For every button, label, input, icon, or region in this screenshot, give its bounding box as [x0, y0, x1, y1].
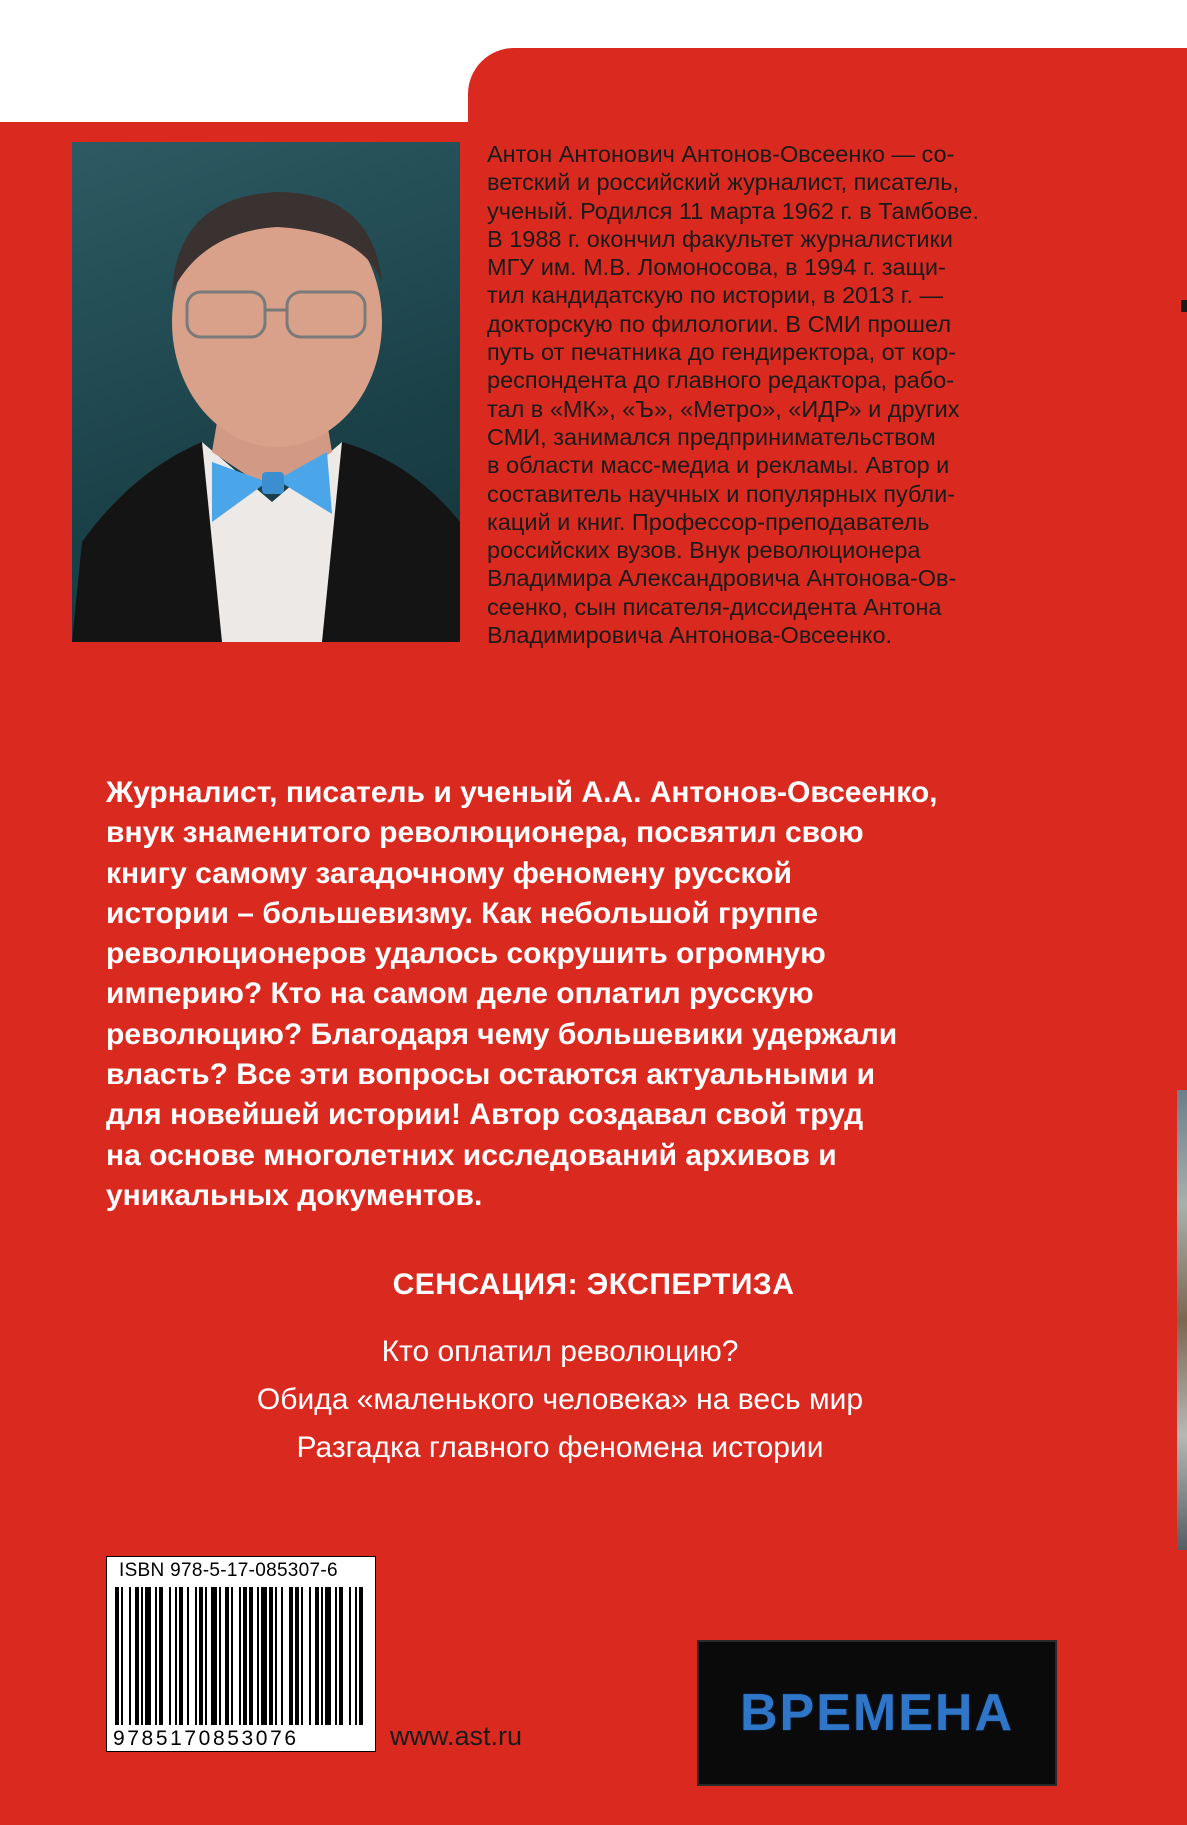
- barcode-bar: [169, 1587, 171, 1725]
- barcode-bar: [249, 1587, 253, 1725]
- barcode-bar: [359, 1587, 363, 1725]
- barcode-bar: [225, 1587, 229, 1725]
- barcode-bar: [335, 1587, 337, 1725]
- barcode-bar: [195, 1587, 197, 1725]
- series-item: Разгадка главного феномена истории: [296, 1431, 824, 1464]
- barcode-bar: [281, 1587, 283, 1725]
- book-annotation: [106, 773, 1076, 1216]
- barcode-bar: [301, 1587, 303, 1725]
- barcode-bar: [231, 1587, 233, 1725]
- front-cover-edge: [1177, 1090, 1187, 1550]
- barcode-bar: [205, 1587, 207, 1725]
- bio-line: В 1988 г. окончил факультет журналистики: [487, 225, 953, 252]
- barcode-bar: [175, 1587, 177, 1725]
- bio-line: СМИ, занимался предпринимательством: [487, 423, 936, 450]
- bio-line: составитель научных и популярных публи-: [487, 480, 956, 507]
- barcode-bar: [121, 1587, 123, 1725]
- bio-line: каций и книг. Профессор-преподаватель: [487, 508, 930, 535]
- annotation-line: власть? Все эти вопросы остаются актуальными и: [106, 1058, 876, 1092]
- barcode-bar: [155, 1587, 157, 1725]
- bio-line: тил кандидатскую по истории, в 2013 г. —: [487, 282, 944, 309]
- barcode-bar: [239, 1587, 241, 1725]
- bio-line: ветский и российский журналист, писатель,: [487, 169, 960, 196]
- bio-line: сеенко, сын писателя-диссидента Антона: [487, 593, 942, 620]
- annotation-line: истории – большевизму. Как небольшой группе: [106, 896, 819, 930]
- series-title: СЕНСАЦИЯ: ЭКСПЕРТИЗА: [392, 1268, 795, 1301]
- bio-line: Владимира Александровича Антонова-Ов-: [487, 565, 957, 592]
- annotation-line: уникальных документов.: [106, 1178, 483, 1212]
- barcode-bar: [187, 1587, 189, 1725]
- author-photo: [72, 142, 460, 642]
- spine-mark: [1181, 300, 1187, 312]
- bio-line: Владимировича Антонова-Овсеенко.: [487, 622, 893, 649]
- barcode-bar: [349, 1587, 351, 1725]
- barcode-bar: [315, 1587, 319, 1725]
- barcode-bar: [199, 1587, 203, 1725]
- barcode-bar: [211, 1587, 217, 1725]
- barcode-bar: [115, 1587, 119, 1725]
- bio-line: ученый. Родился 11 марта 1962 г. в Тамбове.: [487, 197, 979, 224]
- bio-line: респондента до главного редактора, рабо-: [487, 367, 955, 394]
- top-red-tab: [468, 48, 1187, 128]
- annotation-line: революционеров удалось сокрушить огромную: [106, 937, 826, 971]
- annotation-line: революцию? Благодаря чему большевики удержали: [106, 1017, 898, 1051]
- barcode-bar: [179, 1587, 183, 1725]
- publisher-logo-text: ВРЕМЕНА: [739, 1684, 1015, 1742]
- series-book-list: [0, 1328, 1120, 1472]
- barcode-bar: [309, 1587, 311, 1725]
- barcode-bar: [339, 1587, 343, 1725]
- bio-line: докторскую по филологии. В СМИ прошел: [487, 310, 952, 337]
- series-item: Кто оплатил революцию?: [381, 1335, 739, 1368]
- barcode-bar: [145, 1587, 151, 1725]
- bio-line: в области масс-медиа и рекламы. Автор и: [487, 452, 950, 479]
- bio-line: МГУ им. М.В. Ломоносова, в 1994 г. защи-: [487, 254, 946, 281]
- bio-line: путь от печатника до гендиректора, от кор-: [487, 339, 956, 366]
- annotation-line: Журналист, писатель и ученый А.А. Антонов-Овсеенко,: [106, 776, 938, 809]
- annotation-line: для новейшей истории! Автор создавал свой труд: [106, 1098, 864, 1132]
- barcode-bar: [355, 1587, 357, 1725]
- series-item: Обида «маленького человека» на весь мир: [256, 1383, 864, 1416]
- barcode-bar: [141, 1587, 143, 1725]
- publisher-logo: [697, 1640, 1057, 1786]
- barcode-bar: [219, 1587, 221, 1725]
- barcode-bar: [289, 1587, 293, 1725]
- isbn-barcode: [106, 1556, 376, 1752]
- isbn-text: ISBN 978-5-17-085307-6: [119, 1560, 338, 1581]
- barcode-bar: [243, 1587, 247, 1725]
- bio-line: российских вузов. Внук революционера: [487, 537, 921, 564]
- barcode-bar: [159, 1587, 163, 1725]
- annotation-line: на основе многолетних исследований архивов и: [106, 1138, 837, 1172]
- author-biography: [487, 140, 1080, 649]
- annotation-line: внук знаменитого революционера, посвятил свою: [106, 816, 864, 850]
- barcode-bar: [261, 1587, 267, 1725]
- barcode-bar: [129, 1587, 131, 1725]
- barcode-bar: [321, 1587, 323, 1725]
- barcode-bar: [257, 1587, 259, 1725]
- barcode-bars: [115, 1587, 367, 1725]
- publisher-website: www.ast.ru: [390, 1721, 523, 1751]
- bio-line: тал в «МК», «Ъ», «Метро», «ИДР» и других: [487, 395, 960, 422]
- barcode-bar: [269, 1587, 273, 1725]
- bio-line: Антон Антонович Антонов-Овсеенко — со-: [487, 141, 955, 167]
- barcode-bar: [325, 1587, 331, 1725]
- annotation-line: книгу самому загадочному феномену русской: [106, 856, 792, 890]
- annotation-line: империю? Кто на самом деле оплатил русскую: [106, 977, 814, 1011]
- barcode-bar: [295, 1587, 299, 1725]
- barcode-digits: 9785170853076: [113, 1727, 299, 1750]
- barcode-bar: [135, 1587, 139, 1725]
- barcode-bar: [275, 1587, 277, 1725]
